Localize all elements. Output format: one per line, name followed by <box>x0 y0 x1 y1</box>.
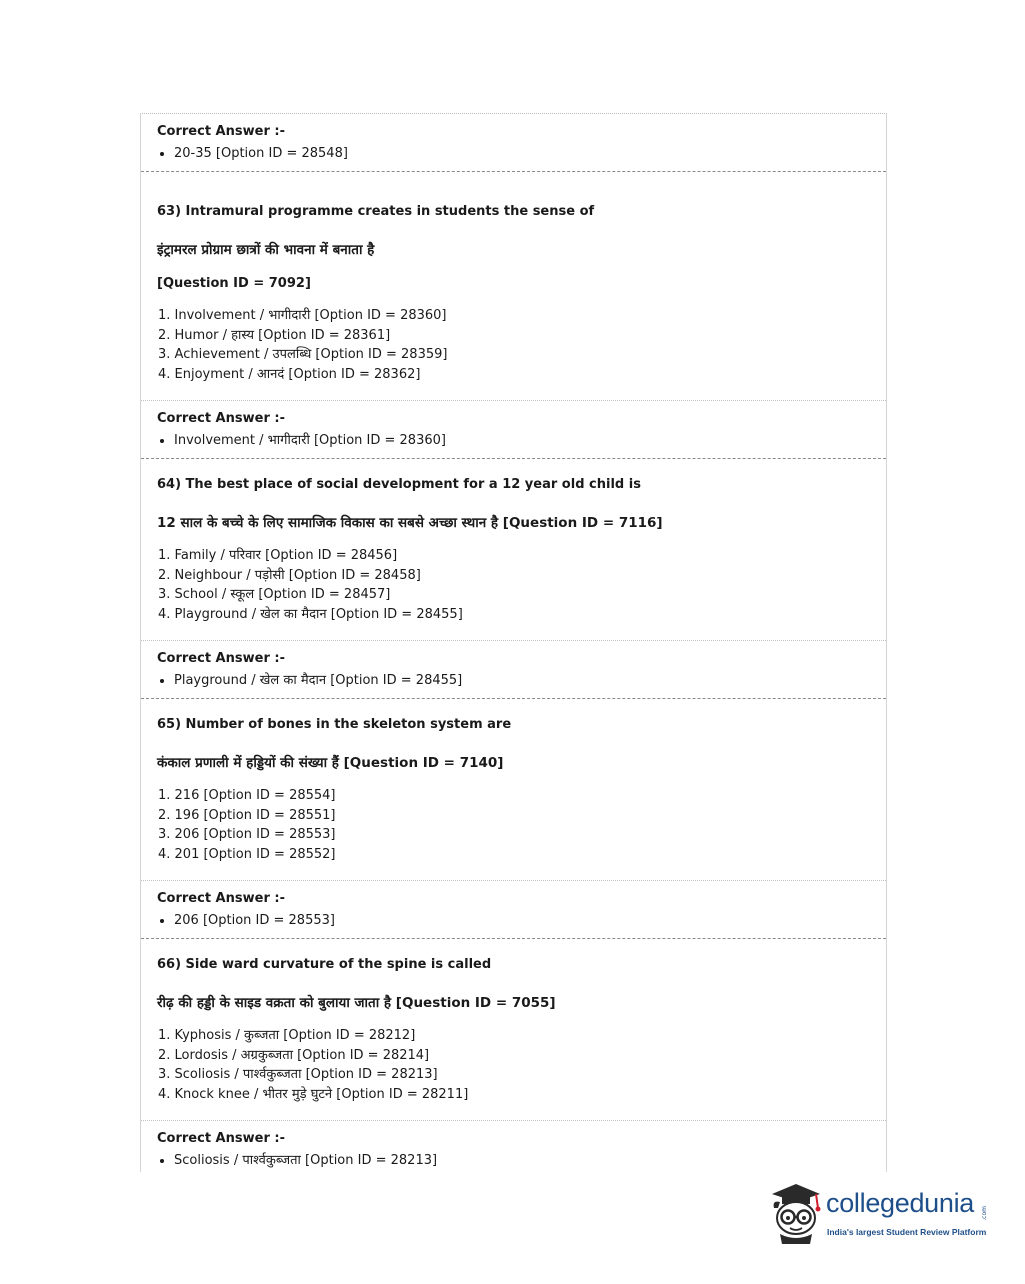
answer-list <box>157 671 870 691</box>
option-list <box>157 546 870 624</box>
answer-list <box>157 911 870 931</box>
logo-tagline: India's largest Student Review Platform <box>827 1227 987 1237</box>
question-title: 66) Side ward curvature of the spine is called <box>157 957 492 972</box>
question-66 <box>141 939 886 1114</box>
question-65 <box>141 699 886 874</box>
question-64 <box>141 459 886 634</box>
option-list <box>157 1026 870 1104</box>
logo-wordmark: collegedunia <box>826 1188 975 1218</box>
answer-heading: Correct Answer :- <box>157 1131 285 1146</box>
option-list <box>157 306 870 384</box>
answer-list <box>157 431 870 451</box>
option-item: 1. Involvement / भागीदारी [Option ID = 28360] <box>158 308 447 323</box>
question-hindi: इंट्रामरल प्रोग्राम छात्रों की भावना में बनाता है <box>157 242 375 258</box>
option-item: 3. Achievement / उपलब्धि [Option ID = 28359] <box>158 347 448 362</box>
option-item: 2. Lordosis / अग्रकुब्जता [Option ID = 28214] <box>158 1047 430 1063</box>
answer-item: • Scoliosis / पार्श्वकुब्जता [Option ID = 28213] <box>174 1151 870 1171</box>
option-item: 4. Enjoyment / आनदं [Option ID = 28362] <box>158 366 421 382</box>
option-item: 3. Scoliosis / पार्श्वकुब्जता [Option ID = 28213] <box>158 1067 438 1082</box>
answer-block <box>141 881 886 937</box>
answer-block <box>141 114 886 170</box>
option-item: 4. 201 [Option ID = 28552] <box>158 846 336 862</box>
student-mascot-icon <box>766 1178 824 1248</box>
option-item: 2. Neighbour / पड़ोसी [Option ID = 28458] <box>158 567 421 583</box>
question-sheet <box>140 113 887 1172</box>
option-item: 1. Kyphosis / कुब्जता [Option ID = 28212] <box>158 1028 416 1043</box>
question-title: 65) Number of bones in the skeleton system are <box>157 717 512 732</box>
collegedunia-logo <box>766 1178 996 1250</box>
question-id: [Question ID = 7092] <box>157 276 311 291</box>
answer-item: • 20-35 [Option ID = 28548] <box>174 144 870 164</box>
answer-item: • 206 [Option ID = 28553] <box>174 911 870 931</box>
answer-list <box>157 1151 870 1171</box>
option-list <box>157 786 870 864</box>
option-item: 1. 216 [Option ID = 28554] <box>158 788 336 803</box>
answer-block <box>141 641 886 697</box>
option-item: 3. 206 [Option ID = 28553] <box>158 827 336 842</box>
question-63 <box>141 172 886 394</box>
answer-block <box>141 1121 886 1177</box>
answer-heading: Correct Answer :- <box>157 891 285 906</box>
option-item: 4. Playground / खेल का मैदान [Option ID = 28455] <box>158 606 463 622</box>
answer-list <box>157 144 870 164</box>
option-item: 2. 196 [Option ID = 28551] <box>158 807 336 823</box>
question-hindi: 12 साल के बच्चे के लिए सामाजिक विकास का सबसे अच्छा स्थान है [Question ID = 7116] <box>157 515 663 531</box>
answer-item: • Playground / खेल का मैदान [Option ID = 28455] <box>174 671 870 691</box>
question-hindi: कंकाल प्रणाली में हड्डियों की संख्या हैं [Question ID = 7140] <box>157 755 504 771</box>
answer-heading: Correct Answer :- <box>157 411 285 426</box>
option-item: 4. Knock knee / भीतर मुड़े घुटने [Option ID = 28211] <box>158 1086 469 1102</box>
question-hindi: रीढ़ की हड्डी के साइड वक्रता को बुलाया जाता है [Question ID = 7055] <box>157 995 556 1011</box>
answer-heading: Correct Answer :- <box>157 651 285 666</box>
answer-item: • Involvement / भागीदारी [Option ID = 28360] <box>174 431 870 451</box>
question-title: 64) The best place of social development for a 12 year old child is <box>157 477 641 492</box>
question-title: 63) Intramural programme creates in students the sense of <box>157 204 595 219</box>
answer-heading: Correct Answer :- <box>157 124 285 139</box>
logo-suffix: .com <box>981 1206 988 1221</box>
option-item: 2. Humor / हास्य [Option ID = 28361] <box>158 327 391 343</box>
option-item: 3. School / स्कूल [Option ID = 28457] <box>158 587 391 602</box>
answer-block <box>141 401 886 457</box>
option-item: 1. Family / परिवार [Option ID = 28456] <box>158 548 398 563</box>
